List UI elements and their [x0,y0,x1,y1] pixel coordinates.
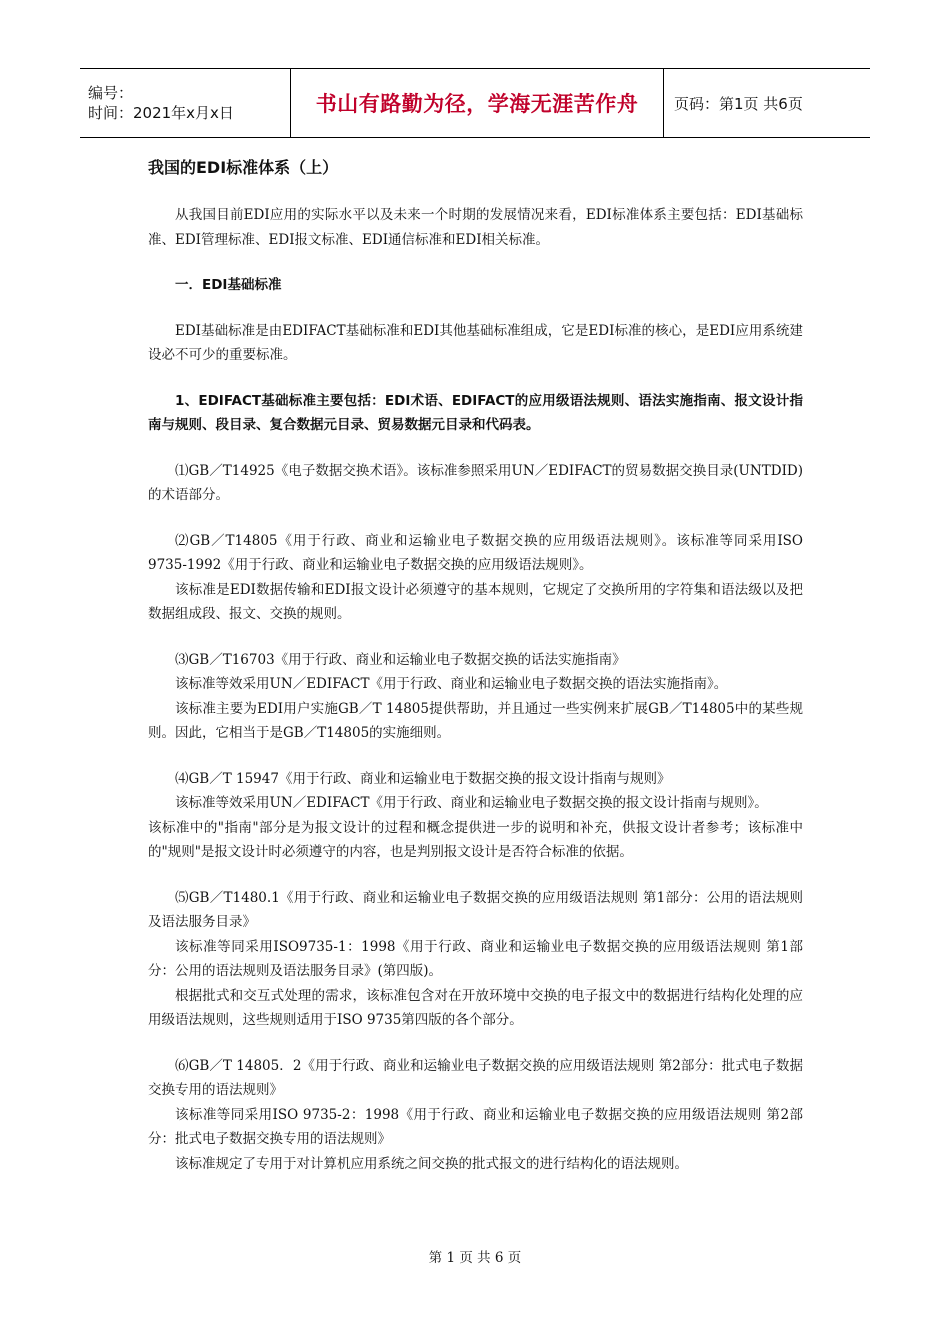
header-meta [80,69,290,137]
motto-text: 书山有路勤为径，学海无涯苦作舟 [315,92,639,116]
list-item-detail: 该标准等同采用ISO9735-1：1998《用于行政、商业和运输业电子数据交换的应用级语法规则 第1部分：公用的语法规则及语法服务目录》(第四版)。 [148,938,803,979]
document-title: 我国的EDI标准体系（上） [148,158,339,177]
section-body: EDI基础标准是由EDIFACT基础标准和EDI其他基础标准组成，它是EDI标准的核心，是EDI应用系统建设必不可少的重要标准。 [148,322,803,363]
list-item-detail: 该标准主要为EDI用户实施GB／T 14805提供帮助，并且通过一些实例来扩展GB／T14805中的某些规则。因此，它相当于是GB／T14805的实施细则。 [148,700,803,741]
intro-paragraph: 从我国目前EDI应用的实际水平以及未来一个时期的发展情况来看，EDI标准体系主要包括：EDI基础标准、EDI管理标准、EDI报文标准、EDI通信标准和EDI相关标准。 [148,207,803,248]
list-item-detail: 该标准等效采用UN／EDIFACT《用于行政、商业和运输业电子数据交换的语法实施指南》。 [175,676,728,692]
subsection-heading: 1、EDIFACT基础标准主要包括：EDI术语、EDIFACT的应用级语法规则、语法实施指南、报文设计指南与规则、段目录、复合数据元目录、贸易数据元目录和代码表。 [148,392,803,433]
list-item: ⑶GB／T16703《用于行政、商业和运输业电子数据交换的话法实施指南》 [175,651,626,668]
list-item-detail: 该标准中的"指南"部分是为报文设计的过程和概念提供进一步的说明和补充，供报文设计者参考；该标准中的"规则"是报文设计时必须遵守的内容，也是判别报文设计是否符合标准的依据。 [148,819,803,860]
list-item: ⑵GB／T14805《用于行政、商业和运输业电子数据交换的应用级语法规则》。该标准等同采用ISO 9735-1992《用于行政、商业和运输业电子数据交换的应用级语法规则》。 [148,532,803,573]
list-item: ⑷GB／T 15947《用于行政、商业和运输业电于数据交换的报文设计指南与规则》 [175,770,671,787]
page-footer: 第 1 页 共 6 页 [428,1250,522,1266]
list-item: ⑹GB／T 14805．2《用于行政、商业和运输业电子数据交换的应用级语法规则 第2部分：批式电子数据交换专用的语法规则》 [148,1057,803,1098]
page-info-text: 页码：第1页 共6页 [674,94,803,113]
number-label: 编号： [88,84,134,102]
list-item-detail: 根据批式和交互式处理的需求，该标准包含对在开放环境中交换的电子报文中的数据进行结构化处理的应用级语法规则，这些规则适用于ISO 9735第四版的各个部分。 [148,987,803,1028]
document-body [148,155,803,1176]
list-item: ⑴GB／T14925《电子数据交换术语》。该标准参照采用UN／EDIFACT的贸易数据交换目录(UNTDID)的术语部分。 [148,462,803,503]
list-item-detail: 该标准规定了专用于对计算机应用系统之间交换的批式报文的进行结构化的语法规则。 [175,1155,688,1172]
time-label: 时间：2021年x月x日 [88,104,234,122]
section-heading: 一．EDI基础标准 [175,277,282,293]
list-item-detail: 该标准等同采用ISO 9735-2：1998《用于行政、商业和运输业电子数据交换的应用级语法规则 第2部分：批式电子数据交换专用的语法规则》 [148,1106,803,1147]
list-item-detail: 该标准是EDI数据传输和EDI报文设计必须遵守的基本规则，它规定了交换所用的字符集和语法级以及把数据组成段、报文、交换的规则。 [148,581,803,622]
list-item-detail: 该标准等效采用UN／EDIFACT《用于行政、商业和运输业电子数据交换的报文设计指南与规则》。 [175,795,768,811]
header-page-info [664,69,870,137]
header-motto-cell [290,69,664,137]
document-header [80,68,870,138]
list-item: ⑸GB／T1480.1《用于行政、商业和运输业电子数据交换的应用级语法规则 第1部分：公用的语法规则及语法服务目录》 [148,889,803,930]
